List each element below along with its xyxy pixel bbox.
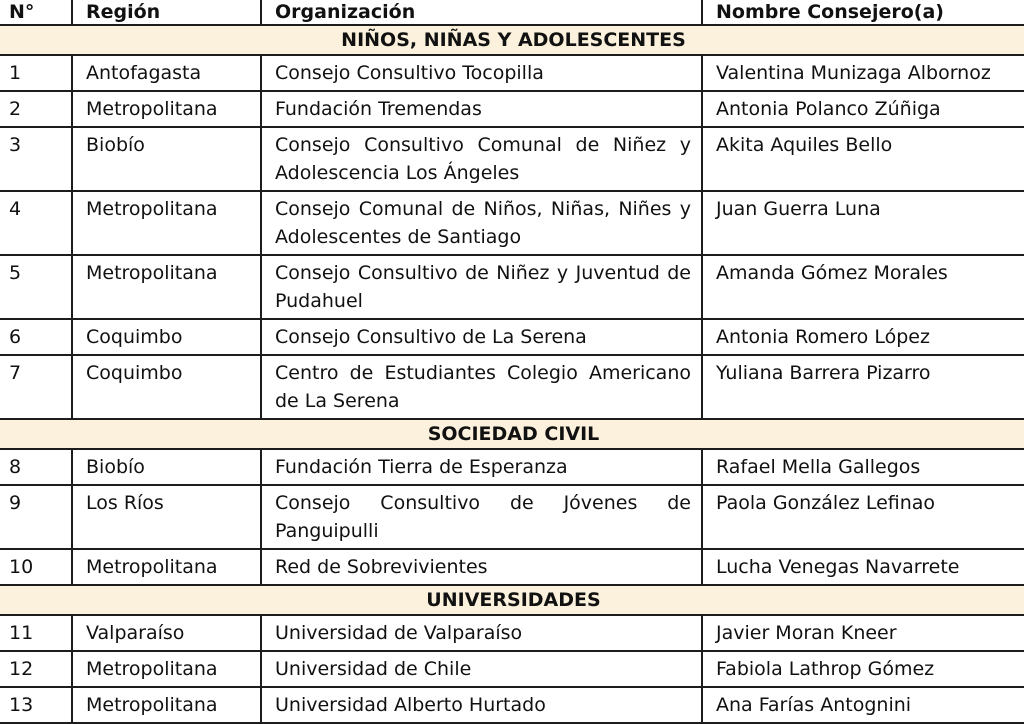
row-number: 5 bbox=[0, 255, 72, 319]
section-title: UNIVERSIDADES bbox=[0, 585, 1024, 615]
row-organization: Universidad de Chile bbox=[261, 651, 702, 687]
table-row bbox=[0, 55, 1024, 91]
row-region: Metropolitana bbox=[72, 651, 261, 687]
row-councillor-name: Fabiola Lathrop Gómez bbox=[702, 651, 1024, 687]
row-number: 4 bbox=[0, 191, 72, 255]
row-organization: Universidad de Valparaíso bbox=[261, 615, 702, 651]
row-region: Coquimbo bbox=[72, 355, 261, 419]
table-row bbox=[0, 549, 1024, 585]
row-region: Coquimbo bbox=[72, 319, 261, 355]
row-number: 11 bbox=[0, 615, 72, 651]
row-region: Metropolitana bbox=[72, 549, 261, 585]
row-councillor-name: Valentina Munizaga Albornoz bbox=[702, 55, 1024, 91]
table-row bbox=[0, 255, 1024, 319]
header-region: Región bbox=[72, 0, 261, 25]
table-row bbox=[0, 127, 1024, 191]
row-number: 3 bbox=[0, 127, 72, 191]
table-row bbox=[0, 355, 1024, 419]
table-row bbox=[0, 449, 1024, 485]
row-region: Los Ríos bbox=[72, 485, 261, 549]
row-councillor-name: Yuliana Barrera Pizarro bbox=[702, 355, 1024, 419]
section-title: NIÑOS, NIÑAS Y ADOLESCENTES bbox=[0, 25, 1024, 55]
row-region: Metropolitana bbox=[72, 687, 261, 723]
row-councillor-name: Paola González Lefinao bbox=[702, 485, 1024, 549]
table-row bbox=[0, 485, 1024, 549]
row-organization: Consejo Consultivo Tocopilla bbox=[261, 55, 702, 91]
table-row bbox=[0, 615, 1024, 651]
section-row bbox=[0, 419, 1024, 449]
table-row bbox=[0, 651, 1024, 687]
row-organization: Consejo Consultivo Comunal de Niñez y Adolescencia Los Ángeles bbox=[261, 127, 702, 191]
row-councillor-name: Amanda Gómez Morales bbox=[702, 255, 1024, 319]
table-row bbox=[0, 319, 1024, 355]
row-region: Antofagasta bbox=[72, 55, 261, 91]
row-councillor-name: Javier Moran Kneer bbox=[702, 615, 1024, 651]
header-organization: Organización bbox=[261, 0, 702, 25]
row-number: 9 bbox=[0, 485, 72, 549]
row-number: 7 bbox=[0, 355, 72, 419]
row-councillor-name: Lucha Venegas Navarrete bbox=[702, 549, 1024, 585]
row-number: 2 bbox=[0, 91, 72, 127]
row-number: 13 bbox=[0, 687, 72, 723]
row-organization: Fundación Tierra de Esperanza bbox=[261, 449, 702, 485]
row-region: Biobío bbox=[72, 127, 261, 191]
header-number: N° bbox=[0, 0, 72, 25]
row-councillor-name: Antonia Romero López bbox=[702, 319, 1024, 355]
section-title: SOCIEDAD CIVIL bbox=[0, 419, 1024, 449]
table-row bbox=[0, 91, 1024, 127]
row-number: 1 bbox=[0, 55, 72, 91]
row-region: Metropolitana bbox=[72, 255, 261, 319]
section-row bbox=[0, 585, 1024, 615]
row-organization: Fundación Tremendas bbox=[261, 91, 702, 127]
row-organization: Universidad Alberto Hurtado bbox=[261, 687, 702, 723]
row-number: 12 bbox=[0, 651, 72, 687]
row-councillor-name: Antonia Polanco Zúñiga bbox=[702, 91, 1024, 127]
row-number: 8 bbox=[0, 449, 72, 485]
row-councillor-name: Akita Aquiles Bello bbox=[702, 127, 1024, 191]
header-row bbox=[0, 0, 1024, 25]
header-councillor-name: Nombre Consejero(a) bbox=[702, 0, 1024, 25]
row-region: Metropolitana bbox=[72, 191, 261, 255]
row-councillor-name: Juan Guerra Luna bbox=[702, 191, 1024, 255]
row-region: Biobío bbox=[72, 449, 261, 485]
row-organization: Consejo Consultivo de Jóvenes de Panguipulli bbox=[261, 485, 702, 549]
section-row bbox=[0, 25, 1024, 55]
row-councillor-name: Ana Farías Antognini bbox=[702, 687, 1024, 723]
row-region: Metropolitana bbox=[72, 91, 261, 127]
row-number: 6 bbox=[0, 319, 72, 355]
row-organization: Centro de Estudiantes Colegio Americano de La Serena bbox=[261, 355, 702, 419]
row-number: 10 bbox=[0, 549, 72, 585]
row-organization: Red de Sobrevivientes bbox=[261, 549, 702, 585]
table-row bbox=[0, 687, 1024, 723]
row-organization: Consejo Consultivo de Niñez y Juventud de Pudahuel bbox=[261, 255, 702, 319]
row-region: Valparaíso bbox=[72, 615, 261, 651]
row-organization: Consejo Comunal de Niños, Niñas, Niñes y Adolescentes de Santiago bbox=[261, 191, 702, 255]
row-councillor-name: Rafael Mella Gallegos bbox=[702, 449, 1024, 485]
table-row bbox=[0, 191, 1024, 255]
row-organization: Consejo Consultivo de La Serena bbox=[261, 319, 702, 355]
